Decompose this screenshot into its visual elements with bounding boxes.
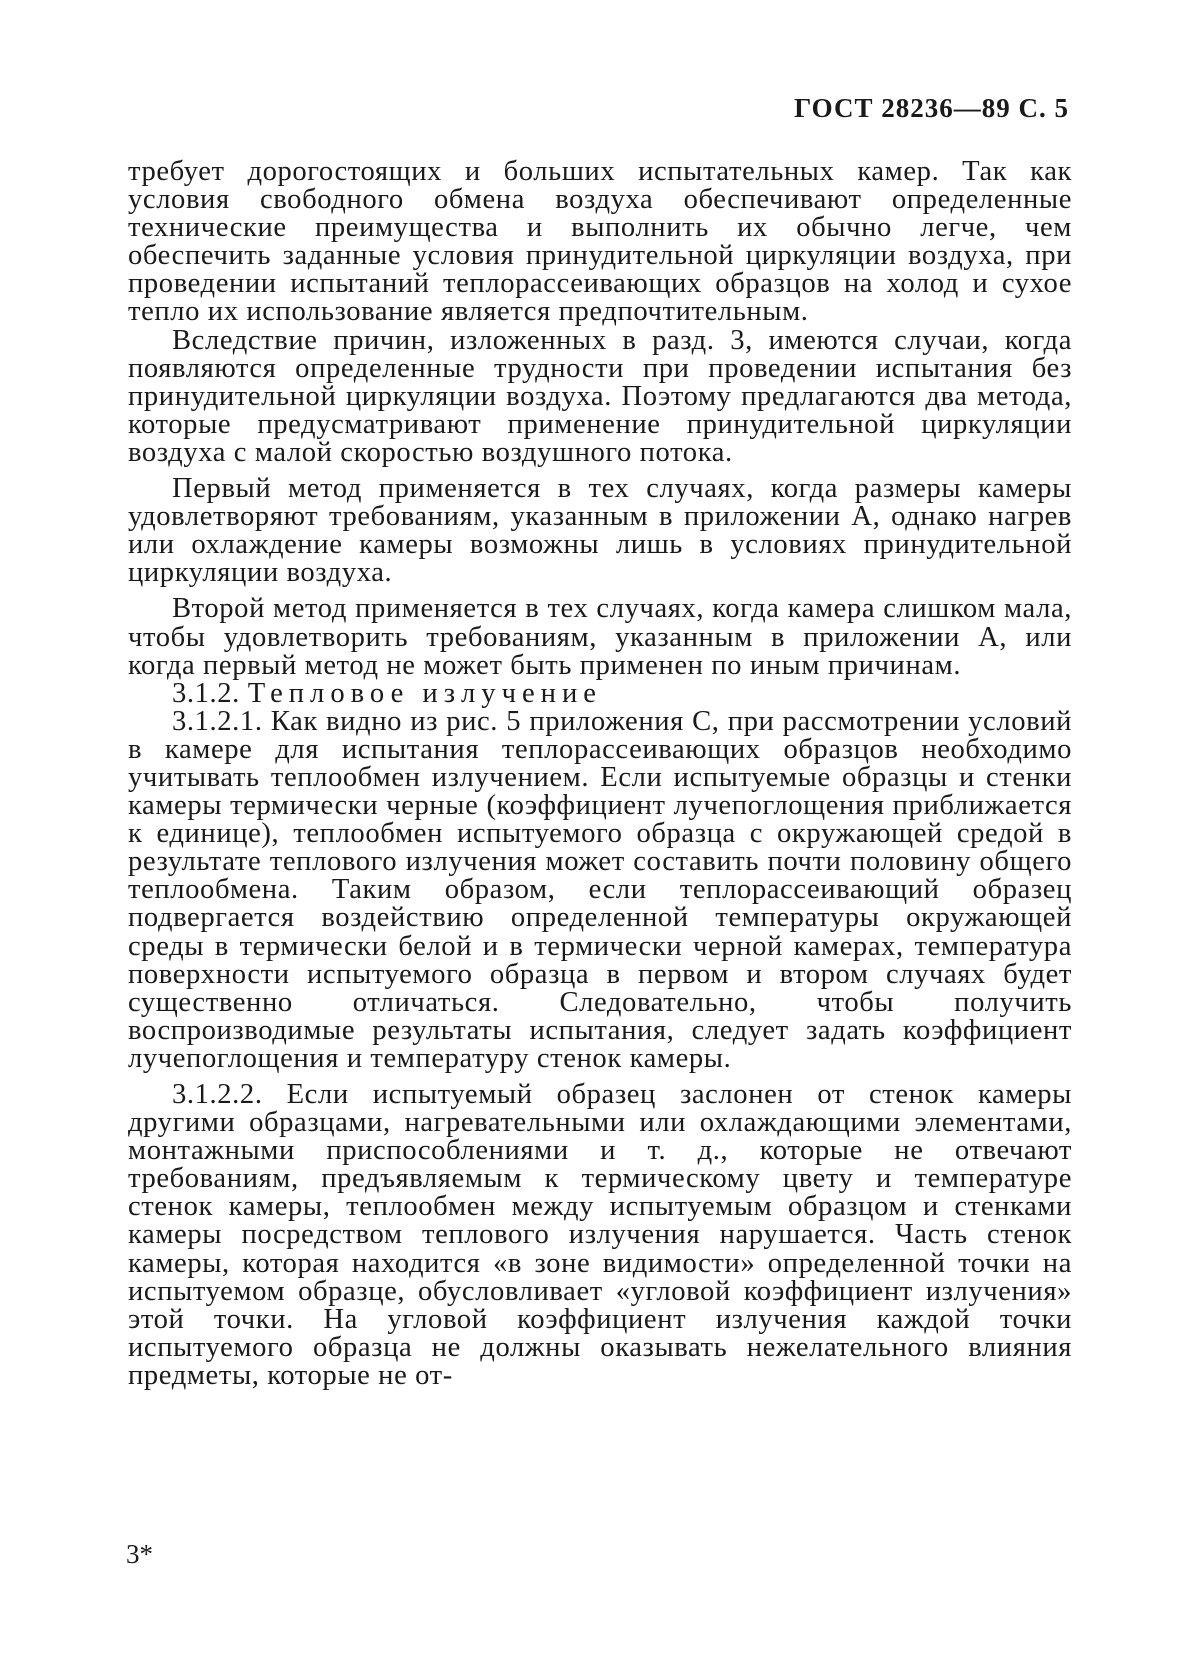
paragraph-first-method: Первый метод применяется в тех случаях, когда размеры камеры удовлетворяют требованиям, указанным в приложении А, однако нагрев или охлаждение камеры возможны лишь в условиях принудительной циркуляции воздуха. bbox=[128, 473, 1072, 589]
paragraph-continuation: требует дорогостоящих и больших испытательных камер. Так как условия свободного обмена воздуха обеспечивают определенные технические преимущества и выполнить их обычно легче, чем обеспечить заданные условия принудительной циркуляции воздуха, при проведении испытаний теплорассеивающих образцов на холод и сухое тепло их использование является предпочтительным. bbox=[128, 156, 1072, 328]
signature-mark: 3* bbox=[126, 1539, 153, 1569]
section-number: 3.1.2. bbox=[172, 677, 240, 709]
section-title: Тепловое излучение bbox=[247, 677, 602, 709]
running-header: ГОСТ 28236—89 С. 5 bbox=[794, 93, 1069, 123]
body-text bbox=[128, 158, 1072, 1390]
section-heading bbox=[128, 677, 1072, 709]
paragraph-3-1-2-1: 3.1.2.1. Как видно из рис. 5 приложения С, при рассмотрении условий в камере для испытания теплорассеивающих образцов необходимо учитывать теплообмен излучением. Если испытуемые образцы и стенки камеры термически черные (коэффициент лучепоглощения приближается к единице), теплообмен испытуемого образца с окружающей средой в результате теплового излучения может составить почти половину общего теплообмена. Таким образом, если теплорассеивающий образец подвергается воздействию определенной температуры окружающей среды в термически белой и в термически черной камерах, температура поверхности испытуемого образца в первом и втором случаях будет существенно отличаться. Следовательно, чтобы получить воспроизводимые результаты испытания, следует задать коэффициент лучепоглощения и температуру стенок камеры. bbox=[128, 705, 1072, 1074]
paragraph-second-method: Второй метод применяется в тех случаях, когда камера слишком мала, чтобы удовлетворить требованиям, указанным в приложении А, или когда первый метод не может быть применен по иным причинам. bbox=[128, 593, 1072, 681]
paragraph-3-1-2-2: 3.1.2.2. Если испытуемый образец заслонен от стенок камеры другими образцами, нагревательными или охлаждающими элементами, монтажными приспособлениями и т. д., которые не отвечают требованиям, предъявляемым к термическому цвету и температуре стенок камеры, теплообмен между испытуемым образцом и стенками камеры посредством теплового излучения нарушается. Часть стенок камеры, которая находится «в зоне видимости» определенной точки на испытуемом образце, обусловливает «угловой коэффициент излучения» этой точки. На угловой коэффициент излучения каждой точки испытуемого образца не должны оказывать нежелательного влияния предметы, которые не от- bbox=[128, 1079, 1072, 1391]
paragraph-reasons: Вследствие причин, изложенных в разд. 3, имеются случаи, когда появляются определенные трудности при проведении испытания без принудительной циркуляции воздуха. Поэтому предлагаются два метода, которые предусматривают применение принудительной циркуляции воздуха с малой скоростью воздушного потока. bbox=[128, 324, 1072, 468]
